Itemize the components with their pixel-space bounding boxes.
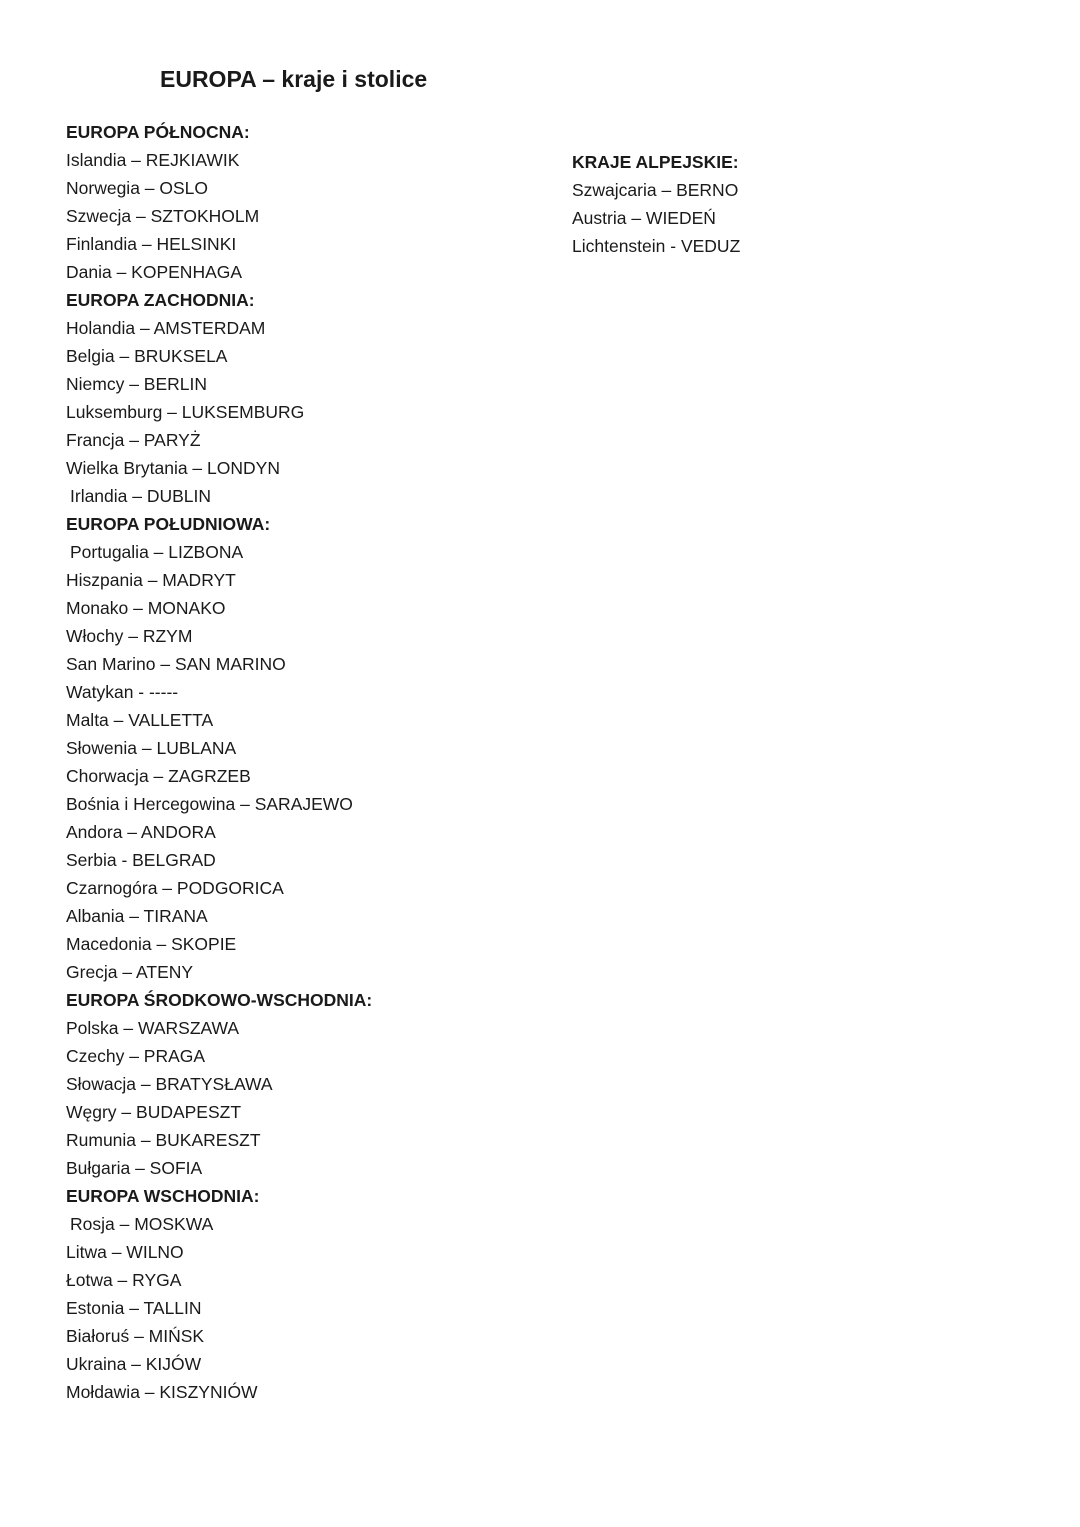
country-capital-line: Bułgaria – SOFIA [66, 1158, 203, 1178]
country-capital-line: Lichtenstein - VEDUZ [572, 236, 741, 256]
country-capital-line: Polska – WARSZAWA [66, 1018, 240, 1038]
country-capital-line: Macedonia – SKOPIE [66, 934, 237, 954]
left-column-list [66, 118, 372, 1406]
country-capital-line: Hiszpania – MADRYT [66, 570, 236, 590]
country-capital-line: Białoruś – MIŃSK [66, 1326, 205, 1346]
page-title: EUROPA – kraje i stolice [160, 66, 428, 92]
country-capital-line: Wielka Brytania – LONDYN [66, 458, 280, 478]
region-heading: EUROPA ZACHODNIA: [66, 290, 255, 310]
country-capital-line: Holandia – AMSTERDAM [66, 318, 266, 338]
country-capital-line: Szwajcaria – BERNO [572, 180, 739, 200]
country-capital-line: Chorwacja – ZAGRZEB [66, 766, 251, 786]
region-heading: EUROPA ŚRODKOWO-WSCHODNIA: [66, 990, 373, 1010]
country-capital-line: Rosja – MOSKWA [70, 1214, 214, 1234]
country-capital-line: Czechy – PRAGA [66, 1046, 206, 1066]
country-capital-line: Monako – MONAKO [66, 598, 226, 618]
country-capital-line: Albania – TIRANA [66, 906, 208, 926]
country-capital-line: Finlandia – HELSINKI [66, 234, 237, 254]
country-capital-line: Islandia – REJKIAWIK [66, 150, 240, 170]
country-capital-line: Grecja – ATENY [66, 962, 194, 982]
country-capital-line: Łotwa – RYGA [66, 1270, 182, 1290]
country-capital-line: Węgry – BUDAPESZT [66, 1102, 242, 1122]
country-capital-line: Czarnogóra – PODGORICA [66, 878, 284, 898]
country-capital-line: Mołdawia – KISZYNIÓW [66, 1382, 258, 1402]
country-capital-line: Serbia - BELGRAD [66, 850, 216, 870]
country-capital-line: Słowacja – BRATYSŁAWA [66, 1074, 273, 1094]
right-column-list [572, 148, 740, 260]
country-capital-line: Belgia – BRUKSELA [66, 346, 228, 366]
region-heading: EUROPA POŁUDNIOWA: [66, 514, 271, 534]
country-capital-line: Portugalia – LIZBONA [70, 542, 244, 562]
country-capital-line: Luksemburg – LUKSEMBURG [66, 402, 305, 422]
country-capital-line: Szwecja – SZTOKHOLM [66, 206, 260, 226]
country-capital-line: Estonia – TALLIN [66, 1298, 202, 1318]
region-heading: EUROPA WSCHODNIA: [66, 1186, 260, 1206]
country-capital-line: Włochy – RZYM [66, 626, 193, 646]
country-capital-line: Litwa – WILNO [66, 1242, 184, 1262]
country-capital-line: Irlandia – DUBLIN [70, 486, 212, 506]
country-capital-line: Andora – ANDORA [66, 822, 216, 842]
country-capital-line: Austria – WIEDEŃ [572, 208, 716, 228]
country-capital-line: Bośnia i Hercegowina – SARAJEWO [66, 794, 353, 814]
country-capital-line: Ukraina – KIJÓW [66, 1354, 202, 1374]
region-heading: KRAJE ALPEJSKIE: [572, 152, 739, 172]
country-capital-line: Norwegia – OSLO [66, 178, 209, 198]
country-capital-line: Malta – VALLETTA [66, 710, 214, 730]
country-capital-line: Francja – PARYŻ [66, 430, 201, 450]
region-heading: EUROPA PÓŁNOCNA: [66, 122, 250, 142]
country-capital-line: Niemcy – BERLIN [66, 374, 208, 394]
country-capital-line: Słowenia – LUBLANA [66, 738, 237, 758]
country-capital-line: Rumunia – BUKARESZT [66, 1130, 261, 1150]
country-capital-line: Dania – KOPENHAGA [66, 262, 243, 282]
country-capital-line: San Marino – SAN MARINO [66, 654, 286, 674]
country-capital-line: Watykan - ----- [66, 682, 179, 702]
